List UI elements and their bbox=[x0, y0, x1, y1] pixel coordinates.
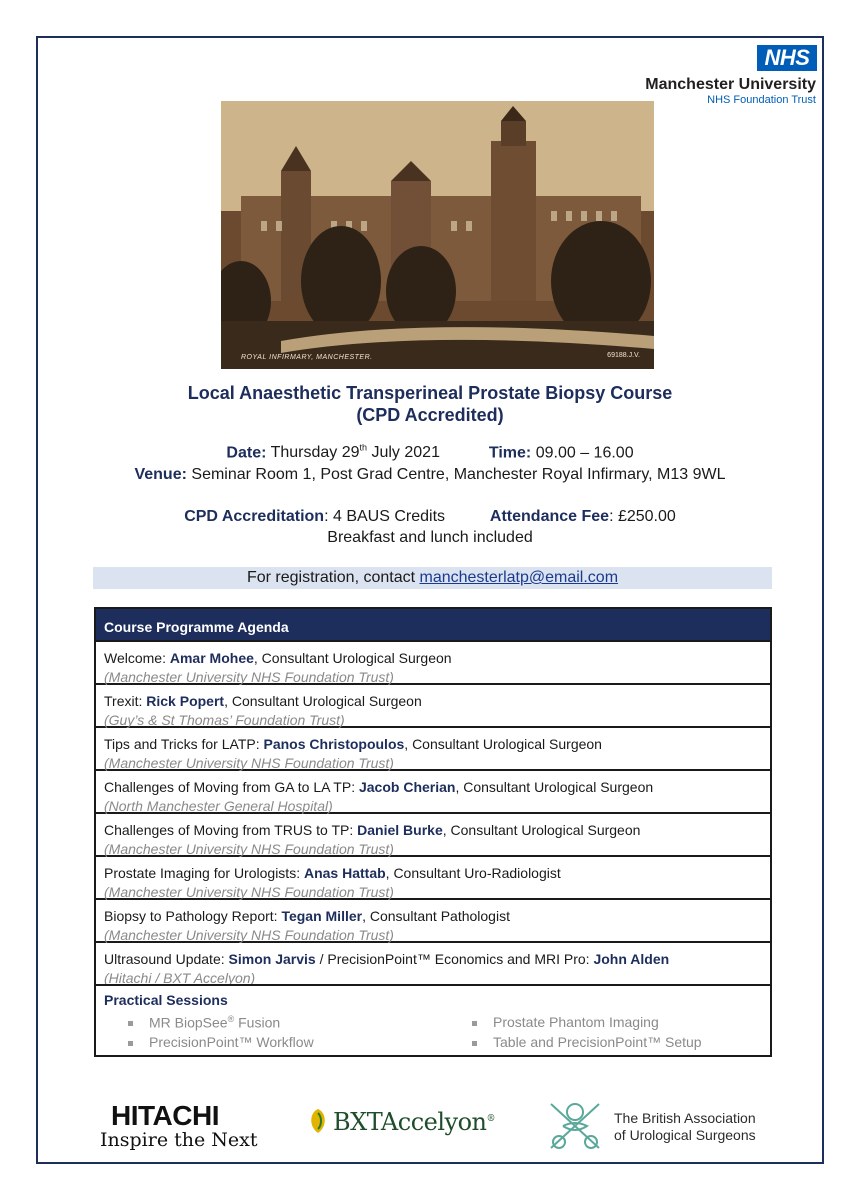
speaker-name: Tegan Miller bbox=[281, 908, 363, 924]
speaker-name: Simon Jarvis bbox=[228, 951, 316, 967]
hitachi-tagline: Inspire the Next bbox=[100, 1129, 258, 1151]
royal-infirmary-photo bbox=[221, 101, 654, 369]
speaker-name: Daniel Burke bbox=[357, 822, 443, 838]
bullet-icon bbox=[128, 1021, 133, 1026]
speaker-org: (Hitachi / BXT Accelyon) bbox=[104, 970, 256, 986]
speaker-org: (Manchester University NHS Foundation Trust) bbox=[104, 669, 394, 685]
hitachi-logo: HITACHI bbox=[111, 1100, 219, 1131]
practical-sessions bbox=[96, 984, 770, 1055]
date-label: Date: bbox=[226, 444, 267, 462]
agenda-row: Prostate Imaging for Urologists: Anas Hattab, Consultant Uro-Radiologist (Manchester University NHS Foundation Trust) bbox=[96, 855, 770, 898]
agenda-row: Challenges of Moving from GA to LA TP: Jacob Cherian, Consultant Urological Surgeon (North Manchester General Hospital) bbox=[96, 769, 770, 812]
building-illustration bbox=[221, 101, 654, 369]
agenda-row: Trexit: Rick Popert, Consultant Urological Surgeon (Guy’s & St Thomas’ Foundation Trust) bbox=[96, 683, 770, 726]
speaker-org: (North Manchester General Hospital) bbox=[104, 798, 333, 814]
speaker-org: (Manchester University NHS Foundation Trust) bbox=[104, 884, 394, 900]
speaker-org: (Manchester University NHS Foundation Trust) bbox=[104, 927, 394, 943]
agenda-table bbox=[94, 607, 772, 1057]
nhs-logo: NHS bbox=[757, 45, 817, 71]
practical-item: MR BiopSee® Fusion bbox=[128, 1014, 280, 1031]
photo-code: 69188.J.V. bbox=[607, 352, 640, 359]
agenda-heading: Course Programme Agenda bbox=[96, 609, 770, 640]
baus-crest-icon bbox=[543, 1098, 607, 1154]
org-subtitle: NHS Foundation Trust bbox=[707, 94, 816, 106]
venue-value: Seminar Room 1, Post Grad Centre, Manchester Royal Infirmary, M13 9WL bbox=[191, 466, 726, 483]
agenda-row: Ultrasound Update: Simon Jarvis / PrecisionPoint™ Economics and MRI Pro: John Alden (Hitachi / BXT Accelyon) bbox=[96, 941, 770, 984]
speaker-name: Rick Popert bbox=[146, 693, 225, 709]
speaker-name: Jacob Cherian bbox=[358, 779, 456, 795]
speaker-name: John Alden bbox=[593, 951, 670, 967]
registration-bar bbox=[93, 567, 772, 589]
time-label: Time: bbox=[488, 444, 532, 462]
bullet-icon bbox=[472, 1021, 477, 1026]
speaker-org: (Manchester University NHS Foundation Trust) bbox=[104, 755, 394, 771]
speaker-name: Amar Mohee bbox=[169, 650, 254, 666]
practical-item: Prostate Phantom Imaging bbox=[472, 1014, 659, 1030]
agenda-row: Biopsy to Pathology Report: Tegan Miller, Consultant Pathologist (Manchester University NHS Foundation Trust) bbox=[96, 898, 770, 941]
registration-email-link[interactable]: manchesterlatp@email.com bbox=[419, 569, 619, 586]
bullet-icon bbox=[472, 1041, 477, 1046]
bxt-accelyon-logo: BXTAccelyon® bbox=[333, 1108, 495, 1136]
date-value: Thursday 29th July 2021 bbox=[270, 443, 440, 462]
agenda-row: Challenges of Moving from TRUS to TP: Daniel Burke, Consultant Urological Surgeon (Manchester University NHS Foundation Trust) bbox=[96, 812, 770, 855]
cpd-value: : 4 BAUS Credits bbox=[324, 508, 446, 525]
bxt-leaf-icon bbox=[307, 1107, 329, 1135]
date-time-line bbox=[36, 443, 824, 462]
fee-label: Attendance Fee bbox=[489, 508, 610, 525]
registration-text: For registration, contact bbox=[246, 569, 420, 586]
speaker-org: (Guy’s & St Thomas’ Foundation Trust) bbox=[104, 712, 345, 728]
agenda-row: Tips and Tricks for LATP: Panos Christopoulos, Consultant Urological Surgeon (Manchester University NHS Foundation Trust) bbox=[96, 726, 770, 769]
time-value: 09.00 – 16.00 bbox=[535, 444, 634, 462]
agenda-row: Welcome: Amar Mohee, Consultant Urological Surgeon (Manchester University NHS Foundation Trust) bbox=[96, 640, 770, 683]
practical-item: PrecisionPoint™ Workflow bbox=[128, 1034, 314, 1050]
course-title: Local Anaesthetic Transperineal Prostate Biopsy Course bbox=[187, 383, 673, 403]
venue-label: Venue: bbox=[134, 466, 187, 483]
practical-item: Table and PrecisionPoint™ Setup bbox=[472, 1034, 702, 1050]
venue-line bbox=[36, 466, 824, 484]
cpd-fee-line bbox=[36, 508, 824, 526]
speaker-name: Anas Hattab bbox=[303, 865, 386, 881]
catering-note: Breakfast and lunch included bbox=[327, 529, 533, 546]
cpd-label: CPD Accreditation bbox=[184, 508, 325, 525]
speaker-name: Panos Christopoulos bbox=[263, 736, 405, 752]
practical-heading: Practical Sessions bbox=[104, 992, 228, 1008]
org-name: Manchester University bbox=[645, 76, 816, 93]
speaker-org: (Manchester University NHS Foundation Trust) bbox=[104, 841, 394, 857]
bullet-icon bbox=[128, 1041, 133, 1046]
course-subtitle: (CPD Accredited) bbox=[356, 405, 504, 425]
baus-logo-text: The British Association of Urological Surgeons bbox=[614, 1110, 756, 1143]
photo-caption: ROYAL INFIRMARY, MANCHESTER. bbox=[241, 354, 373, 361]
fee-value: : £250.00 bbox=[609, 508, 676, 525]
